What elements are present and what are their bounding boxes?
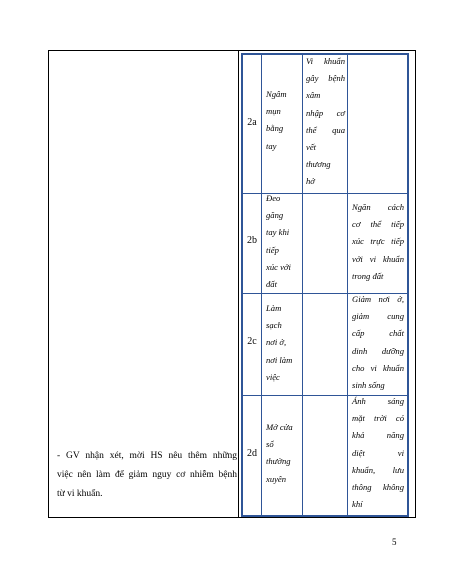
row-id-2a: 2a <box>247 117 257 128</box>
teacher-note-line: từ vi khuẩn. <box>57 489 103 499</box>
inner-border-right <box>407 53 409 517</box>
inner-border-bottom <box>241 515 409 517</box>
cause-2a: Vi khuẩn gây bệnh xâm nhập cơ thể qua vết thương hở <box>306 56 345 187</box>
effect-2b: Ngăn cách cơ thể tiếp xúc trực tiếp với vi khuẩn trong đất <box>352 202 404 281</box>
page-number: 5 <box>392 537 397 547</box>
action-2c: Làm sạch nơi ở, nơi làm việc <box>266 303 293 382</box>
action-2d: Mở cửa sổ thường xuyên <box>266 422 293 484</box>
outer-border-bottom <box>48 517 416 518</box>
row-id-2b: 2b <box>247 235 257 246</box>
inner-col-line-2 <box>302 53 303 517</box>
action-2b: Đeo găng tay khi tiếp xúc với đất <box>266 193 291 290</box>
effect-2d: Ánh sáng mặt trời có khả năng diệt vi khuẩn, lưu thông không khí <box>352 396 404 510</box>
outer-border-top <box>48 50 416 51</box>
teacher-note-line: việc nên làm để giảm nguy cơ nhiễm bệnh <box>57 470 237 480</box>
effect-2c: Giảm nơi ở, giảm cung cấp chất dinh dưỡng cho vi khuẩn sinh sống <box>352 294 404 391</box>
teacher-note-line: - GV nhận xét, mời HS nêu thêm những <box>57 451 237 461</box>
outer-border-left <box>48 50 49 518</box>
row-id-2d: 2d <box>247 448 257 459</box>
outer-border-right <box>415 50 416 518</box>
action-2a: Ngâm mụn bằng tay <box>266 89 287 151</box>
row-id-2c: 2c <box>247 336 257 347</box>
inner-col-line-3 <box>347 53 348 517</box>
column-divider <box>238 50 239 518</box>
teacher-note <box>57 447 237 504</box>
